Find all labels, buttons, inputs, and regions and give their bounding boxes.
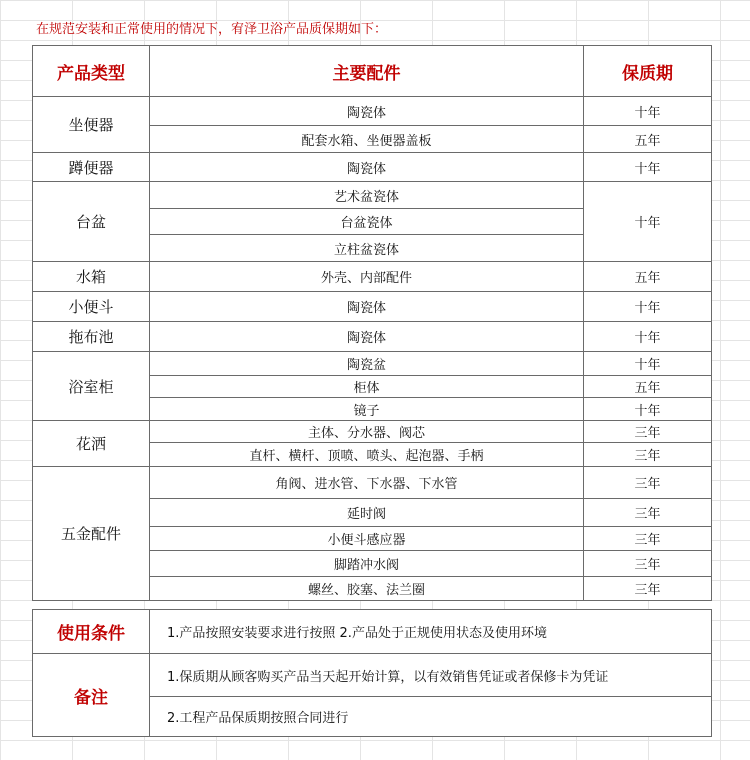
category-cell: 五金配件 [33,467,150,601]
category-cell: 坐便器 [33,97,150,153]
notes-table [32,609,712,737]
part-cell: 直杆、横杆、顶喷、喷头、起泡器、手柄 [150,443,584,467]
remark-item: 2.工程产品保质期按照合同进行 [150,697,712,737]
category-cell: 小便斗 [33,292,150,322]
part-cell: 延时阀 [150,499,584,527]
remarks-row [33,654,712,697]
part-cell: 镜子 [150,398,584,421]
category-cell: 浴室柜 [33,352,150,421]
category-cell: 花洒 [33,421,150,467]
warranty-cell: 三年 [584,577,712,601]
part-cell: 主体、分水器、阀芯 [150,421,584,443]
part-cell: 陶瓷体 [150,153,584,182]
warranty-cell: 五年 [584,262,712,292]
part-cell: 艺术盆瓷体 [150,182,584,209]
warranty-cell: 十年 [584,398,712,421]
warranty-cell: 三年 [584,551,712,577]
warranty-cell: 三年 [584,421,712,443]
part-cell: 配套水箱、坐便器盖板 [150,126,584,153]
table-row [33,322,712,352]
table-row [33,97,712,126]
warranty-cell: 三年 [584,443,712,467]
part-cell: 外壳、内部配件 [150,262,584,292]
conditions-label: 使用条件 [33,610,150,654]
header-parts: 主要配件 [150,46,584,97]
category-cell: 水箱 [33,262,150,292]
part-cell: 角阀、进水管、下水器、下水管 [150,467,584,499]
part-cell: 脚踏冲水阀 [150,551,584,577]
intro-text: 在规范安装和正常使用的情况下，宥泽卫浴产品质保期如下： [36,22,388,37]
warranty-cell: 十年 [584,97,712,126]
part-cell: 柜体 [150,376,584,398]
table-row [33,421,712,443]
warranty-cell: 十年 [584,153,712,182]
warranty-cell: 十年 [584,292,712,322]
table-row [33,153,712,182]
part-cell: 陶瓷体 [150,97,584,126]
warranty-cell: 十年 [584,352,712,376]
part-cell: 陶瓷体 [150,322,584,352]
remarks-label: 备注 [33,654,150,737]
part-cell: 小便斗感应器 [150,527,584,551]
table-row [33,467,712,499]
part-cell: 台盆瓷体 [150,209,584,235]
table-row [33,182,712,209]
part-cell: 陶瓷体 [150,292,584,322]
remark-item: 1.保质期从顾客购买产品当天起开始计算，以有效销售凭证或者保修卡为凭证 [150,654,712,697]
part-cell: 立柱盆瓷体 [150,235,584,262]
warranty-cell: 三年 [584,527,712,551]
warranty-table [32,45,712,601]
table-row [33,352,712,376]
warranty-cell: 三年 [584,467,712,499]
header-category: 产品类型 [33,46,150,97]
header-warranty: 保质期 [584,46,712,97]
part-cell: 陶瓷盆 [150,352,584,376]
warranty-cell: 十年 [584,322,712,352]
warranty-cell: 五年 [584,126,712,153]
table-header-row [33,46,712,97]
warranty-cell: 三年 [584,499,712,527]
warranty-cell: 十年 [584,182,712,262]
part-cell: 螺丝、胶塞、法兰圈 [150,577,584,601]
category-cell: 蹲便器 [33,153,150,182]
category-cell: 拖布池 [33,322,150,352]
conditions-row [33,610,712,654]
table-row [33,262,712,292]
category-cell: 台盆 [33,182,150,262]
conditions-text: 1.产品按照安装要求进行按照 2.产品处于正规使用状态及使用环境 [150,610,712,654]
warranty-cell: 五年 [584,376,712,398]
table-row [33,292,712,322]
